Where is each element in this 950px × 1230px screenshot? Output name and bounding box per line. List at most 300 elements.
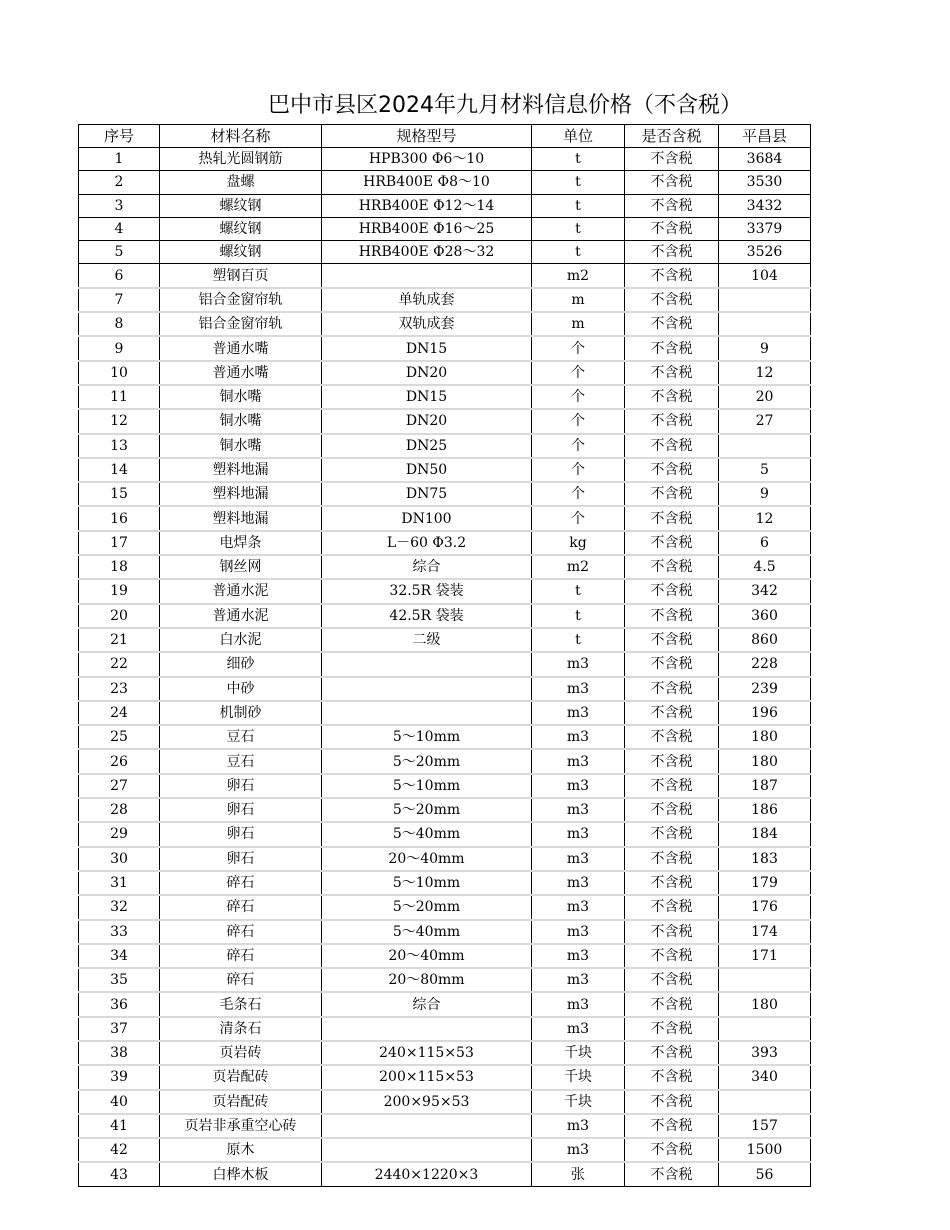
cell-price: 12 — [719, 506, 811, 530]
cell-material-name: 铜水嘴 — [160, 409, 322, 433]
cell-unit: m3 — [532, 774, 625, 798]
cell-material-name: 碎石 — [160, 895, 322, 919]
cell-price: 183 — [719, 847, 811, 871]
table-body — [79, 148, 811, 1187]
table-row — [79, 531, 811, 555]
cell-tax-status: 不含税 — [625, 361, 719, 385]
cell-spec: 二级 — [322, 628, 532, 652]
cell-spec: 2440×1220×3 — [322, 1162, 532, 1186]
cell-tax-status: 不含税 — [625, 434, 719, 458]
cell-price: 3526 — [719, 241, 811, 264]
cell-material-name: 铜水嘴 — [160, 434, 322, 458]
cell-material-name: 普通水嘴 — [160, 336, 322, 360]
table-row — [79, 1162, 811, 1186]
cell-tax-status: 不含税 — [625, 482, 719, 506]
table-row — [79, 288, 811, 312]
cell-tax-status: 不含税 — [625, 1065, 719, 1089]
cell-seq: 28 — [79, 798, 160, 822]
cell-tax-status: 不含税 — [625, 288, 719, 312]
cell-price — [719, 1090, 811, 1114]
cell-seq: 2 — [79, 171, 160, 194]
table-row — [79, 895, 811, 919]
cell-spec: HRB400E Φ16～25 — [322, 217, 532, 240]
cell-tax-status: 不含税 — [625, 652, 719, 676]
table-row — [79, 798, 811, 822]
cell-material-name: 塑料地漏 — [160, 506, 322, 530]
cell-price: 184 — [719, 822, 811, 846]
cell-seq: 6 — [79, 264, 160, 288]
cell-tax-status: 不含税 — [625, 458, 719, 482]
cell-tax-status: 不含税 — [625, 555, 719, 579]
cell-unit: m3 — [532, 1114, 625, 1138]
page-title: 巴中市县区2024年九月材料信息价格（不含税） — [268, 93, 742, 118]
cell-spec: 20～80mm — [322, 968, 532, 992]
table-row — [79, 1017, 811, 1041]
cell-seq: 4 — [79, 217, 160, 240]
cell-price: 4.5 — [719, 555, 811, 579]
cell-tax-status: 不含税 — [625, 194, 719, 217]
cell-material-name: 卵石 — [160, 847, 322, 871]
cell-tax-status: 不含税 — [625, 1162, 719, 1186]
cell-spec: 5～20mm — [322, 895, 532, 919]
cell-unit: 千块 — [532, 1041, 625, 1065]
cell-tax-status: 不含税 — [625, 798, 719, 822]
cell-spec: 双轨成套 — [322, 312, 532, 336]
cell-material-name: 钢丝网 — [160, 555, 322, 579]
table-row — [79, 194, 811, 217]
cell-price — [719, 288, 811, 312]
cell-seq: 14 — [79, 458, 160, 482]
cell-unit: t — [532, 604, 625, 628]
header-name: 材料名称 — [160, 125, 322, 148]
cell-tax-status: 不含税 — [625, 1017, 719, 1041]
cell-seq: 40 — [79, 1090, 160, 1114]
cell-unit: t — [532, 217, 625, 240]
cell-seq: 26 — [79, 749, 160, 773]
cell-seq: 35 — [79, 968, 160, 992]
cell-seq: 17 — [79, 531, 160, 555]
cell-tax-status: 不含税 — [625, 701, 719, 725]
cell-seq: 43 — [79, 1162, 160, 1186]
cell-spec: 20～40mm — [322, 944, 532, 968]
cell-spec: DN75 — [322, 482, 532, 506]
cell-price: 56 — [719, 1162, 811, 1186]
cell-spec: DN50 — [322, 458, 532, 482]
table-row — [79, 652, 811, 676]
table-row — [79, 992, 811, 1016]
cell-unit: t — [532, 579, 625, 603]
table-row — [79, 434, 811, 458]
cell-price: 186 — [719, 798, 811, 822]
cell-spec: 5～40mm — [322, 920, 532, 944]
table-row — [79, 920, 811, 944]
cell-spec: 240×115×53 — [322, 1041, 532, 1065]
cell-spec: 200×95×53 — [322, 1090, 532, 1114]
cell-seq: 22 — [79, 652, 160, 676]
table-row — [79, 1114, 811, 1138]
cell-seq: 33 — [79, 920, 160, 944]
cell-spec: DN100 — [322, 506, 532, 530]
cell-tax-status: 不含税 — [625, 944, 719, 968]
cell-spec — [322, 652, 532, 676]
cell-material-name: 碎石 — [160, 968, 322, 992]
cell-price: 12 — [719, 361, 811, 385]
cell-seq: 19 — [79, 579, 160, 603]
header-seq: 序号 — [79, 125, 160, 148]
cell-price: 1500 — [719, 1138, 811, 1162]
header-spec: 规格型号 — [322, 125, 532, 148]
cell-seq: 7 — [79, 288, 160, 312]
cell-unit: m3 — [532, 968, 625, 992]
cell-unit: 个 — [532, 434, 625, 458]
cell-seq: 27 — [79, 774, 160, 798]
cell-unit: 千块 — [532, 1090, 625, 1114]
cell-spec — [322, 1114, 532, 1138]
cell-unit: m3 — [532, 895, 625, 919]
cell-seq: 10 — [79, 361, 160, 385]
cell-unit: m2 — [532, 264, 625, 288]
cell-tax-status: 不含税 — [625, 1090, 719, 1114]
cell-unit: t — [532, 148, 625, 171]
cell-unit: m3 — [532, 992, 625, 1016]
cell-seq: 34 — [79, 944, 160, 968]
cell-price — [719, 1017, 811, 1041]
cell-tax-status: 不含税 — [625, 409, 719, 433]
cell-tax-status: 不含税 — [625, 385, 719, 409]
cell-seq: 3 — [79, 194, 160, 217]
cell-material-name: 热轧光圆钢筋 — [160, 148, 322, 171]
table-row — [79, 385, 811, 409]
cell-seq: 12 — [79, 409, 160, 433]
cell-material-name: 塑料地漏 — [160, 458, 322, 482]
cell-material-name: 螺纹钢 — [160, 241, 322, 264]
cell-price — [719, 968, 811, 992]
cell-tax-status: 不含税 — [625, 628, 719, 652]
table-row — [79, 264, 811, 288]
cell-material-name: 毛条石 — [160, 992, 322, 1016]
cell-unit: m3 — [532, 677, 625, 701]
table-row — [79, 482, 811, 506]
cell-material-name: 原木 — [160, 1138, 322, 1162]
cell-unit: 个 — [532, 458, 625, 482]
cell-spec: DN20 — [322, 409, 532, 433]
cell-tax-status: 不含税 — [625, 1114, 719, 1138]
cell-material-name: 细砂 — [160, 652, 322, 676]
cell-unit: m3 — [532, 1138, 625, 1162]
cell-price: 179 — [719, 871, 811, 895]
cell-seq: 32 — [79, 895, 160, 919]
cell-tax-status: 不含税 — [625, 847, 719, 871]
cell-spec: 5～10mm — [322, 871, 532, 895]
cell-price: 360 — [719, 604, 811, 628]
table-row — [79, 148, 811, 171]
table-row — [79, 725, 811, 749]
cell-price: 3684 — [719, 148, 811, 171]
cell-material-name: 页岩砖 — [160, 1041, 322, 1065]
cell-seq: 16 — [79, 506, 160, 530]
cell-material-name: 普通水泥 — [160, 604, 322, 628]
cell-spec — [322, 1138, 532, 1162]
cell-tax-status: 不含税 — [625, 992, 719, 1016]
cell-tax-status: 不含税 — [625, 604, 719, 628]
cell-material-name: 螺纹钢 — [160, 194, 322, 217]
cell-price: 3432 — [719, 194, 811, 217]
cell-price: 180 — [719, 992, 811, 1016]
table-row — [79, 1065, 811, 1089]
cell-tax-status: 不含税 — [625, 336, 719, 360]
cell-price: 27 — [719, 409, 811, 433]
cell-spec — [322, 701, 532, 725]
cell-spec: 5～40mm — [322, 822, 532, 846]
cell-spec: HRB400E Φ12～14 — [322, 194, 532, 217]
header-price: 平昌县 — [719, 125, 811, 148]
cell-unit: 个 — [532, 506, 625, 530]
cell-tax-status: 不含税 — [625, 264, 719, 288]
cell-seq: 42 — [79, 1138, 160, 1162]
cell-material-name: 卵石 — [160, 798, 322, 822]
table-row — [79, 171, 811, 194]
cell-unit: m3 — [532, 725, 625, 749]
cell-spec: DN15 — [322, 385, 532, 409]
cell-price: 196 — [719, 701, 811, 725]
cell-price: 180 — [719, 725, 811, 749]
table-row — [79, 774, 811, 798]
table-row — [79, 579, 811, 603]
cell-price: 6 — [719, 531, 811, 555]
cell-material-name: 页岩配砖 — [160, 1090, 322, 1114]
cell-price: 3379 — [719, 217, 811, 240]
table-row — [79, 1138, 811, 1162]
cell-material-name: 铝合金窗帘轨 — [160, 312, 322, 336]
cell-spec — [322, 677, 532, 701]
cell-material-name: 清条石 — [160, 1017, 322, 1041]
cell-price: 9 — [719, 336, 811, 360]
cell-seq: 36 — [79, 992, 160, 1016]
cell-material-name: 中砂 — [160, 677, 322, 701]
cell-unit: m3 — [532, 798, 625, 822]
cell-seq: 5 — [79, 241, 160, 264]
table-header-row — [79, 125, 811, 148]
cell-price — [719, 312, 811, 336]
cell-price: 340 — [719, 1065, 811, 1089]
cell-seq: 41 — [79, 1114, 160, 1138]
cell-material-name: 碎石 — [160, 944, 322, 968]
cell-material-name: 卵石 — [160, 774, 322, 798]
cell-material-name: 白桦木板 — [160, 1162, 322, 1186]
cell-unit: m3 — [532, 920, 625, 944]
cell-seq: 37 — [79, 1017, 160, 1041]
cell-price: 174 — [719, 920, 811, 944]
cell-unit: 个 — [532, 385, 625, 409]
cell-tax-status: 不含税 — [625, 531, 719, 555]
cell-spec: DN20 — [322, 361, 532, 385]
cell-unit: m3 — [532, 871, 625, 895]
cell-unit: t — [532, 194, 625, 217]
table-row — [79, 677, 811, 701]
cell-seq: 31 — [79, 871, 160, 895]
table-row — [79, 1041, 811, 1065]
cell-material-name: 塑料地漏 — [160, 482, 322, 506]
cell-tax-status: 不含税 — [625, 506, 719, 530]
cell-material-name: 电焊条 — [160, 531, 322, 555]
cell-spec — [322, 264, 532, 288]
table-row — [79, 628, 811, 652]
cell-unit: kg — [532, 531, 625, 555]
cell-unit: m3 — [532, 701, 625, 725]
table-row — [79, 241, 811, 264]
table-row — [79, 701, 811, 725]
cell-price: 239 — [719, 677, 811, 701]
table-row — [79, 458, 811, 482]
cell-material-name: 普通水嘴 — [160, 361, 322, 385]
table-row — [79, 312, 811, 336]
cell-price — [719, 434, 811, 458]
cell-material-name: 铝合金窗帘轨 — [160, 288, 322, 312]
cell-seq: 23 — [79, 677, 160, 701]
table-row — [79, 871, 811, 895]
table-row — [79, 604, 811, 628]
cell-material-name: 机制砂 — [160, 701, 322, 725]
cell-price: 180 — [719, 749, 811, 773]
table-row — [79, 1090, 811, 1114]
cell-spec: 综合 — [322, 555, 532, 579]
table-row — [79, 822, 811, 846]
cell-spec: DN15 — [322, 336, 532, 360]
cell-spec: DN25 — [322, 434, 532, 458]
cell-price: 176 — [719, 895, 811, 919]
cell-tax-status: 不含税 — [625, 774, 719, 798]
cell-price: 9 — [719, 482, 811, 506]
cell-unit: m3 — [532, 652, 625, 676]
cell-material-name: 页岩非承重空心砖 — [160, 1114, 322, 1138]
cell-tax-status: 不含税 — [625, 871, 719, 895]
cell-spec: 20～40mm — [322, 847, 532, 871]
cell-spec: L－60 Φ3.2 — [322, 531, 532, 555]
price-table — [78, 124, 811, 1187]
cell-unit: 个 — [532, 482, 625, 506]
cell-unit: m2 — [532, 555, 625, 579]
header-tax: 是否含税 — [625, 125, 719, 148]
cell-seq: 21 — [79, 628, 160, 652]
cell-price: 860 — [719, 628, 811, 652]
cell-price: 5 — [719, 458, 811, 482]
cell-price: 157 — [719, 1114, 811, 1138]
cell-price: 171 — [719, 944, 811, 968]
cell-material-name: 碎石 — [160, 920, 322, 944]
cell-price: 228 — [719, 652, 811, 676]
cell-unit: m — [532, 312, 625, 336]
cell-spec: HRB400E Φ8～10 — [322, 171, 532, 194]
cell-material-name: 螺纹钢 — [160, 217, 322, 240]
table-row — [79, 944, 811, 968]
cell-material-name: 卵石 — [160, 822, 322, 846]
cell-unit: m3 — [532, 944, 625, 968]
cell-unit: 个 — [532, 361, 625, 385]
cell-material-name: 白水泥 — [160, 628, 322, 652]
table-row — [79, 968, 811, 992]
cell-seq: 1 — [79, 148, 160, 171]
cell-material-name: 塑钢百页 — [160, 264, 322, 288]
cell-unit: 张 — [532, 1162, 625, 1186]
header-unit: 单位 — [532, 125, 625, 148]
cell-material-name: 豆石 — [160, 725, 322, 749]
cell-spec: 综合 — [322, 992, 532, 1016]
cell-price: 187 — [719, 774, 811, 798]
cell-price: 393 — [719, 1041, 811, 1065]
cell-tax-status: 不含税 — [625, 241, 719, 264]
cell-tax-status: 不含税 — [625, 677, 719, 701]
cell-price: 20 — [719, 385, 811, 409]
cell-spec: 42.5R 袋装 — [322, 604, 532, 628]
cell-unit: m — [532, 288, 625, 312]
cell-unit: t — [532, 241, 625, 264]
cell-tax-status: 不含税 — [625, 725, 719, 749]
table-row — [79, 506, 811, 530]
table-row — [79, 847, 811, 871]
cell-spec: 5～10mm — [322, 725, 532, 749]
cell-tax-status: 不含税 — [625, 171, 719, 194]
cell-tax-status: 不含税 — [625, 1041, 719, 1065]
cell-unit: t — [532, 171, 625, 194]
cell-unit: m3 — [532, 1017, 625, 1041]
cell-unit: 个 — [532, 336, 625, 360]
cell-spec: HPB300 Φ6～10 — [322, 148, 532, 171]
cell-seq: 9 — [79, 336, 160, 360]
cell-seq: 38 — [79, 1041, 160, 1065]
cell-unit: 千块 — [532, 1065, 625, 1089]
cell-price: 3530 — [719, 171, 811, 194]
cell-material-name: 豆石 — [160, 749, 322, 773]
cell-price: 104 — [719, 264, 811, 288]
cell-seq: 11 — [79, 385, 160, 409]
table-row — [79, 336, 811, 360]
table-row — [79, 749, 811, 773]
cell-spec: 32.5R 袋装 — [322, 579, 532, 603]
cell-seq: 29 — [79, 822, 160, 846]
cell-tax-status: 不含税 — [625, 148, 719, 171]
cell-seq: 24 — [79, 701, 160, 725]
cell-spec: 5～20mm — [322, 798, 532, 822]
cell-unit: m3 — [532, 847, 625, 871]
cell-unit: m3 — [532, 749, 625, 773]
cell-seq: 30 — [79, 847, 160, 871]
table-row — [79, 361, 811, 385]
cell-spec: 5～10mm — [322, 774, 532, 798]
cell-spec: 单轨成套 — [322, 288, 532, 312]
cell-unit: t — [532, 628, 625, 652]
cell-tax-status: 不含税 — [625, 579, 719, 603]
cell-spec: 5～20mm — [322, 749, 532, 773]
cell-seq: 20 — [79, 604, 160, 628]
cell-tax-status: 不含税 — [625, 1138, 719, 1162]
cell-spec — [322, 1017, 532, 1041]
cell-tax-status: 不含税 — [625, 920, 719, 944]
cell-material-name: 普通水泥 — [160, 579, 322, 603]
cell-tax-status: 不含税 — [625, 822, 719, 846]
table-row — [79, 217, 811, 240]
cell-seq: 15 — [79, 482, 160, 506]
cell-tax-status: 不含税 — [625, 749, 719, 773]
cell-material-name: 铜水嘴 — [160, 385, 322, 409]
cell-spec: 200×115×53 — [322, 1065, 532, 1089]
cell-unit: 个 — [532, 409, 625, 433]
cell-material-name: 页岩配砖 — [160, 1065, 322, 1089]
cell-seq: 18 — [79, 555, 160, 579]
cell-material-name: 盘螺 — [160, 171, 322, 194]
cell-unit: m3 — [532, 822, 625, 846]
cell-material-name: 碎石 — [160, 871, 322, 895]
table-row — [79, 555, 811, 579]
